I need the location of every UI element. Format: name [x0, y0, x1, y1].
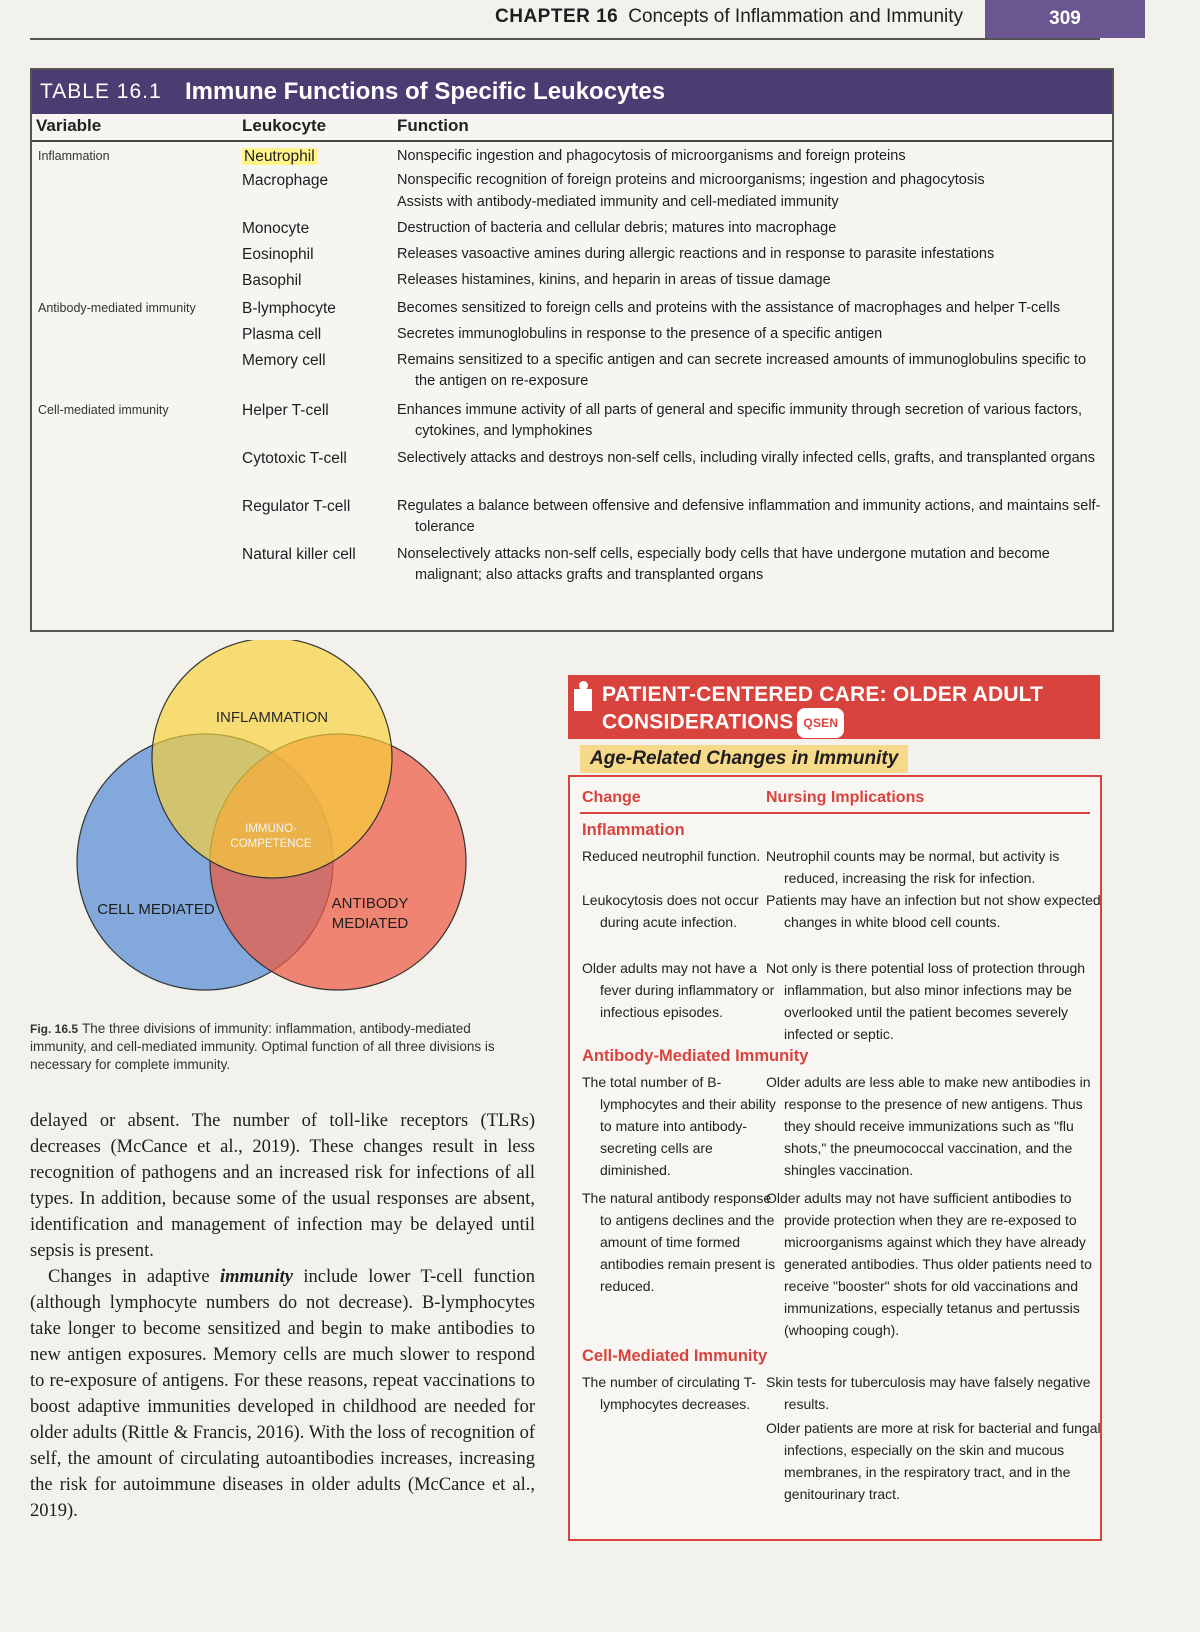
- variable-cell: Inflammation: [38, 149, 110, 163]
- qsen-subtitle: Age-Related Changes in Immunity: [580, 745, 908, 773]
- leukocyte-cell: Basophil: [242, 272, 302, 289]
- column-header-leukocyte: Leukocyte: [242, 116, 327, 135]
- body-text: [30, 1108, 535, 1524]
- implication-cell: Older adults are less able to make new antibodies in response to the presence of new antigens. Thus they should receive immunizations such as "flu shots," the pneumococcal vaccination, and the shingles vaccination.: [766, 1074, 1091, 1178]
- center-label-line1: IMMUNO-: [245, 823, 297, 835]
- page-number: 309: [985, 0, 1145, 38]
- leukocyte-cell: Neutrophil: [244, 148, 315, 165]
- function-cell: Nonselectively attacks non-self cells, especially body cells that have undergone mutation and become malignant; also attacks grafts and transplanted organs: [397, 546, 1050, 583]
- leukocyte-cell: Cytotoxic T-cell: [242, 450, 347, 467]
- function-cell: Secretes immunoglobulins in response to the presence of a specific antigen: [397, 326, 883, 342]
- qsen-table: [568, 775, 1102, 1541]
- cell-mediated-label: CELL MEDIATED: [97, 901, 215, 918]
- chapter-label: CHAPTER 16: [495, 6, 619, 27]
- paragraph: [30, 1264, 535, 1524]
- person-icon: [574, 689, 592, 711]
- leukocyte-cell: B-lymphocyte: [242, 300, 336, 317]
- center-label-line2: COMPETENCE: [230, 838, 312, 850]
- function-cell: Selectively attacks and destroys non-self cells, including virally infected cells, grafts, and transplanted organs: [397, 450, 1095, 466]
- section-cell-mediated: Cell-Mediated Immunity: [582, 1347, 768, 1365]
- caption-text: The three divisions of immunity: inflammation, antibody-mediated immunity, and cell-mediated immunity. Optimal function of all three divisions is necessary for complete immunity.: [30, 1021, 495, 1072]
- implication-cell: Older patients are more at risk for bacterial and fungal infections, especially on the skin and mucous membranes, in the respiratory tract, and in the genitourinary tract.: [766, 1420, 1101, 1502]
- paragraph-text: Changes in adaptive: [48, 1267, 220, 1287]
- change-cell: The number of circulating T-lymphocytes decreases.: [582, 1374, 757, 1412]
- implication-cell: Skin tests for tuberculosis may have falsely negative results.: [766, 1374, 1091, 1412]
- table-16-1: [30, 68, 1114, 632]
- running-header: [495, 6, 963, 28]
- function-cell: Regulates a balance between offensive and defensive inflammation and immunity actions, and maintains self-tolerance: [397, 498, 1101, 535]
- leukocyte-cell: Regulator T-cell: [242, 498, 351, 515]
- qsen-banner: [568, 675, 1100, 739]
- implication-cell: Patients may have an infection but not show expected changes in white blood cell counts.: [766, 892, 1101, 930]
- qsen-badge: QSEN: [797, 708, 844, 738]
- antibody-label-line1: ANTIBODY: [331, 895, 409, 912]
- change-cell: Older adults may not have a fever during inflammatory or infectious episodes.: [582, 960, 775, 1020]
- figure-number: Fig. 16.5: [30, 1022, 79, 1036]
- leukocyte-cell: Plasma cell: [242, 326, 322, 343]
- column-header-function: Function: [397, 116, 469, 135]
- patient-centered-care-box: [568, 675, 1101, 1502]
- function-cell: Nonspecific ingestion and phagocytosis of microorganisms and foreign proteins: [397, 148, 906, 164]
- function-cell: Nonspecific recognition of foreign proteins and microorganisms; ingestion and phagocytosis: [397, 172, 985, 188]
- leukocyte-cell: Natural killer cell: [242, 546, 356, 563]
- table-title: Immune Functions of Specific Leukocytes: [185, 78, 666, 105]
- function-cell: Releases histamines, kinins, and heparin in areas of tissue damage: [397, 272, 831, 288]
- leukocyte-cell: Helper T-cell: [242, 402, 329, 419]
- function-cell: Assists with antibody-mediated immunity and cell-mediated immunity: [397, 194, 839, 210]
- variable-cell: Antibody-mediated immunity: [38, 301, 196, 315]
- section-inflammation: Inflammation: [582, 821, 685, 839]
- variable-cell: Cell-mediated immunity: [38, 403, 169, 417]
- chapter-title: Concepts of Inflammation and Immunity: [628, 6, 964, 27]
- change-cell: The natural antibody response to antigens declines and the amount of time formed antibodies remain present is reduced.: [582, 1190, 776, 1294]
- emphasis-term: immunity: [220, 1267, 293, 1287]
- paragraph-text: include lower T-cell function (although lymphocyte numbers do not decrease). B-lymphocytes take longer to become sensitized and begin to make antibodies to new antigen exposures. Memory cells are much slower to respond to re-exposure of antigens. For these reasons, repeat vaccinations to boost adaptive immunities developed in childhood are needed for older adults (Rittle & Francis, 2016). With the loss of recognition of self, the amount of circulating autoantibodies increases, increasing the risk for autoimmune diseases in older adults (McCance et al., 2019).: [30, 1267, 535, 1521]
- section-antibody: Antibody-Mediated Immunity: [582, 1047, 809, 1065]
- table-banner: [32, 70, 1112, 114]
- implication-cell: Older adults may not have sufficient antibodies to provide protection when they are re-exposed to microorganisms against which they have already generated antibodies. Thus older patients need to receive "booster" shots for old vaccinations and immunizations, especially tetanus and pertussis (whooping cough).: [766, 1190, 1092, 1338]
- function-cell: Releases vasoactive amines during allergic reactions and in response to parasite infestations: [397, 246, 995, 262]
- table-label: TABLE 16.1: [40, 80, 162, 103]
- function-cell: Becomes sensitized to foreign cells and proteins with the assistance of macrophages and helper T-cells: [397, 300, 1061, 316]
- leukocyte-cell: Memory cell: [242, 352, 326, 369]
- header-rule: [30, 38, 1100, 40]
- qsen-title: [602, 682, 1043, 738]
- antibody-label-line2: MEDIATED: [331, 915, 409, 932]
- venn-diagram: [60, 640, 490, 1005]
- venn-svg: [60, 640, 490, 1000]
- column-header-variable: Variable: [36, 116, 102, 135]
- figure-caption: [30, 1020, 530, 1074]
- column-header-nursing: Nursing Implications: [766, 789, 925, 806]
- qsen-header-rule: [580, 812, 1090, 814]
- change-cell: The total number of B-lymphocytes and their ability to mature into antibody-secreting cells are diminished.: [582, 1074, 776, 1178]
- change-cell: Leukocytosis does not occur during acute infection.: [582, 892, 759, 930]
- function-cell: Remains sensitized to a specific antigen and can secrete increased amounts of immunoglobulins specific to the antigen on re-exposure: [397, 352, 1087, 389]
- paragraph: delayed or absent. The number of toll-like receptors (TLRs) decreases (McCance et al., 2019). These changes result in less recognition of pathogens and an increased risk for infections of all types. In addition, because some of the usual responses are absent, identification and management of infection may be delayed until sepsis is present.: [30, 1111, 535, 1261]
- function-cell: Enhances immune activity of all parts of general and specific immunity through secretion of various factors, cytokines, and lymphokines: [397, 402, 1083, 439]
- leukocyte-cell: Macrophage: [242, 172, 329, 189]
- column-header-change: Change: [582, 789, 641, 806]
- implication-cell: Not only is there potential loss of protection through inflammation, but also minor infections may be overlooked until the patient becomes severely infected or septic.: [766, 960, 1086, 1042]
- leukocyte-cell: Monocyte: [242, 220, 310, 237]
- inflammation-label: INFLAMMATION: [215, 709, 329, 726]
- implication-cell: Neutrophil counts may be normal, but activity is reduced, increasing the risk for infection.: [766, 848, 1060, 886]
- change-cell: Reduced neutrophil function.: [582, 848, 761, 864]
- qsen-title-line2: CONSIDERATIONS: [602, 710, 794, 734]
- qsen-title-line1: PATIENT-CENTERED CARE: OLDER ADULT: [602, 683, 1044, 706]
- function-cell: Destruction of bacteria and cellular debris; matures into macrophage: [397, 220, 837, 236]
- leukocyte-cell: Eosinophil: [242, 246, 314, 263]
- table-header-rule: [32, 140, 1112, 142]
